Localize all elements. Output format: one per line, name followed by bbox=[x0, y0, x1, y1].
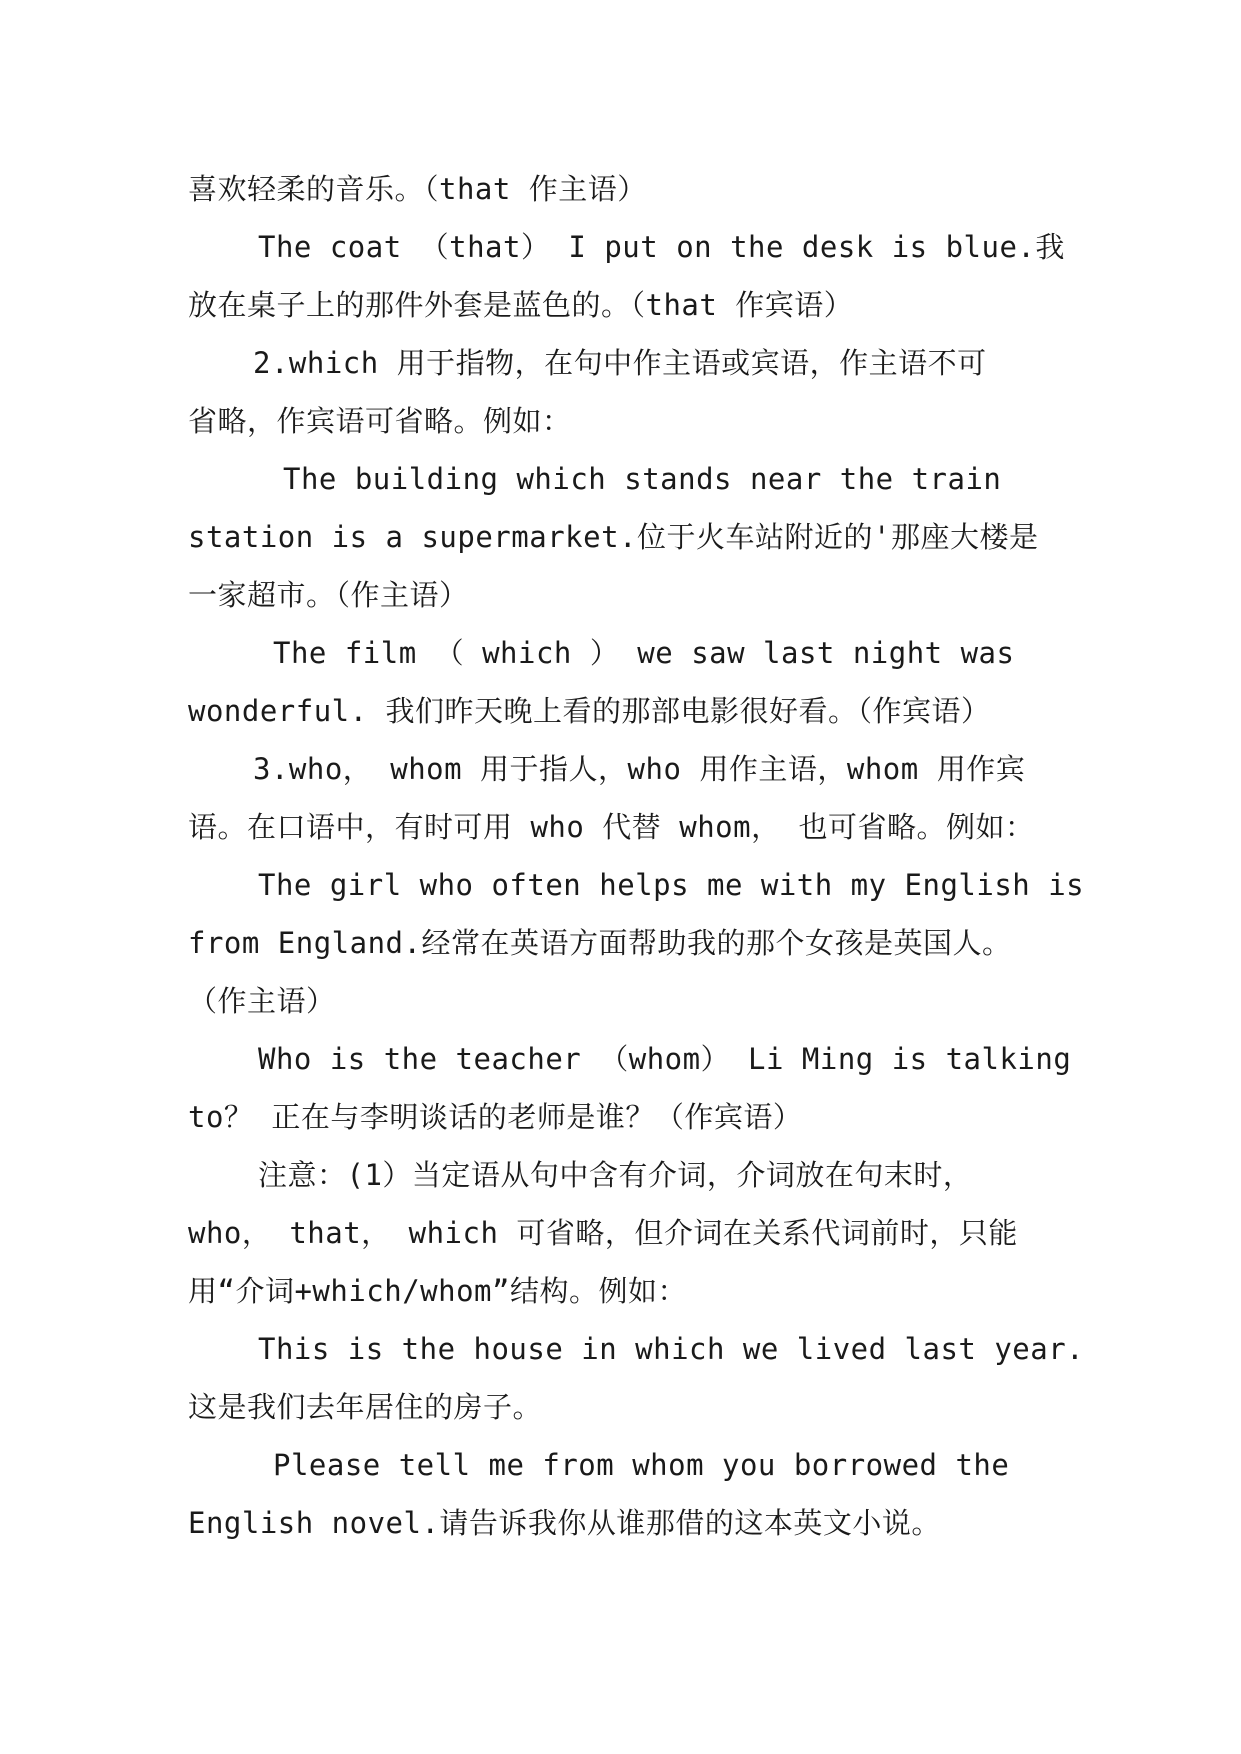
text-line: 放在桌子上的那件外套是蓝色的。（that 作宾语） bbox=[188, 288, 854, 322]
text-line: The building which stands near the train bbox=[283, 462, 1002, 496]
text-line: 注意：(1）当定语从句中含有介词，介词放在句末时， bbox=[258, 1158, 973, 1192]
text-line: to？ 正在与李明谈话的老师是谁？（作宾语） bbox=[188, 1100, 803, 1134]
text-line: 喜欢轻柔的音乐。（that 作主语） bbox=[188, 172, 647, 206]
text-line: Please tell me from whom you borrowed the bbox=[273, 1448, 1010, 1482]
text-line: from England.经常在英语方面帮助我的那个女孩是英国人。 bbox=[188, 926, 1012, 960]
document-page bbox=[188, 160, 1085, 1552]
text-line: wonderful. 我们昨天晚上看的那部电影很好看。（作宾语） bbox=[188, 694, 991, 728]
text-line: 省略，作宾语可省略。例如： bbox=[188, 404, 572, 438]
text-line: 用“介词+which/whom”结构。例如： bbox=[188, 1274, 687, 1308]
text-line: 3.who， whom 用于指人，who 用作主语，whom 用作宾 bbox=[253, 752, 1026, 786]
text-line: The coat （that） I put on the desk is blue.我 bbox=[258, 230, 1065, 264]
text-line: who， that， which 可省略，但介词在关系代词前时，只能 bbox=[188, 1216, 1018, 1250]
text-line: 一家超市。（作主语） bbox=[188, 578, 469, 612]
text-line: The film （ which ） we saw last night was bbox=[273, 636, 1015, 670]
text-line: This is the house in which we lived last year. bbox=[258, 1332, 1085, 1366]
text-line: The girl who often helps me with my English is bbox=[258, 868, 1085, 902]
text-line: English novel.请告诉我你从谁那借的这本英文小说。 bbox=[188, 1506, 941, 1540]
text-line: 2.which 用于指物，在句中作主语或宾语，作主语不可 bbox=[253, 346, 987, 380]
text-line: Who is the teacher （whom） Li Ming is talking bbox=[258, 1042, 1072, 1076]
text-line: （作主语） bbox=[188, 984, 336, 1018]
text-line: station is a supermarket.位于火车站附近的'那座大楼是 bbox=[188, 520, 1039, 554]
text-line: 这是我们去年居住的房子。 bbox=[188, 1390, 543, 1424]
text-line: 语。在口语中，有时可用 who 代替 whom， 也可省略。例如： bbox=[188, 810, 1035, 844]
